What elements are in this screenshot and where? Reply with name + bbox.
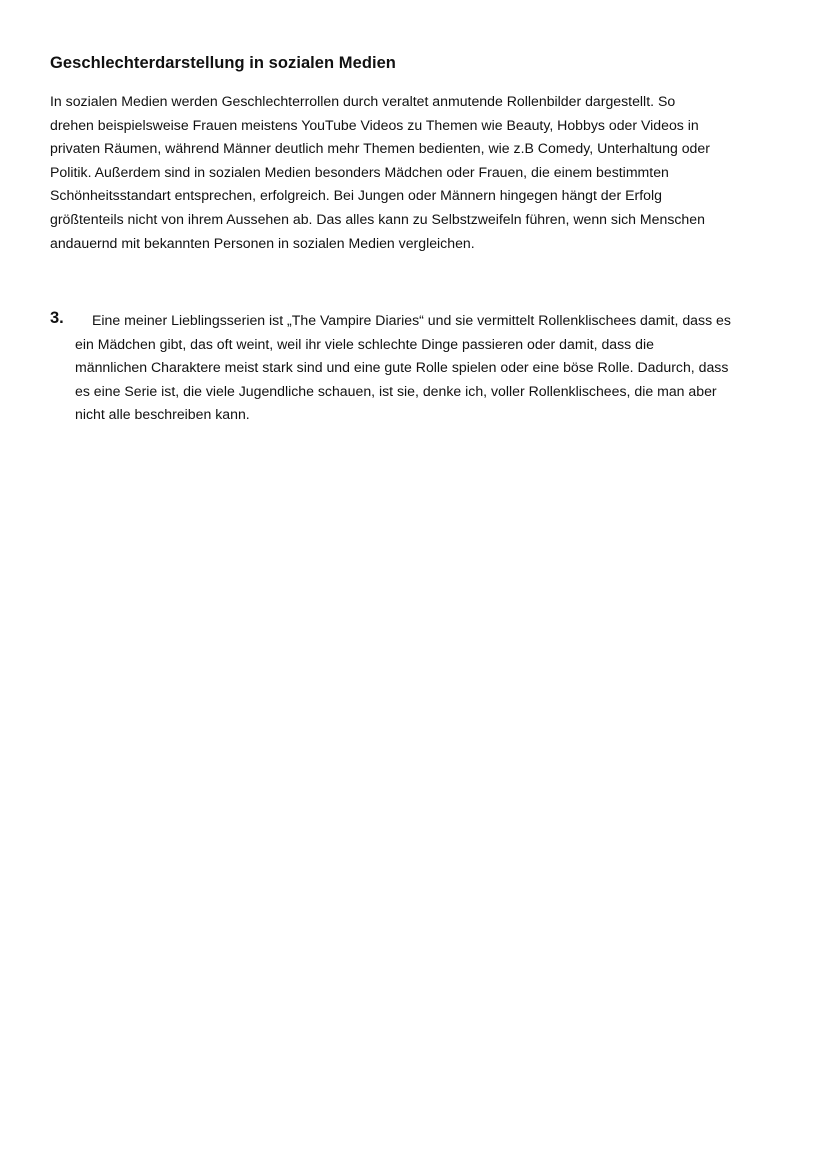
paragraph-line: drehen beispielsweise Frauen meistens YouTube Videos zu Themen wie Beauty, Hobbys oder Videos in — [50, 116, 699, 133]
paragraph-line: Schönheitsstandart entsprechen, erfolgreich. Bei Jungen oder Männern hingegen hängt der Erfolg — [50, 187, 662, 204]
item-number: 3. — [50, 309, 64, 327]
item-line: ein Mädchen gibt, das oft weint, weil ihr viele schlechte Dinge passieren oder damit, dass die — [75, 335, 654, 352]
paragraph-line: In sozialen Medien werden Geschlechterrollen durch veraltet anmutende Rollenbilder dargestellt. So — [50, 93, 676, 109]
section-heading: Geschlechterdarstellung in sozialen Medien — [50, 54, 396, 72]
item-line: Eine meiner Lieblingsserien ist „The Vampire Diaries“ und sie vermittelt Rollenklischees damit, dass es — [92, 312, 731, 328]
item-text — [75, 309, 780, 427]
paragraph-line: Politik. Außerdem sind in sozialen Medien besonders Mädchen oder Frauen, die einem bestimmten — [50, 163, 669, 180]
item-line: männlichen Charaktere meist stark sind und eine gute Rolle spielen oder eine böse Rolle. Dadurch, dass — [75, 359, 729, 376]
paragraph-line: andauernd mit bekannten Personen in sozialen Medien vergleichen. — [50, 234, 475, 251]
body-paragraph — [50, 90, 780, 255]
item-line: nicht alle beschreiben kann. — [75, 406, 250, 423]
paragraph-line: privaten Räumen, während Männer deutlich mehr Themen bedienten, wie z.B Comedy, Unterhaltung oder — [50, 140, 710, 157]
item-line: es eine Serie ist, die viele Jugendliche schauen, ist sie, denke ich, voller Rollenklischees, die man aber — [75, 382, 717, 399]
paragraph-line: größtenteils nicht von ihrem Aussehen ab. Das alles kann zu Selbstzweifeln führen, wenn sich Menschen — [50, 210, 705, 227]
